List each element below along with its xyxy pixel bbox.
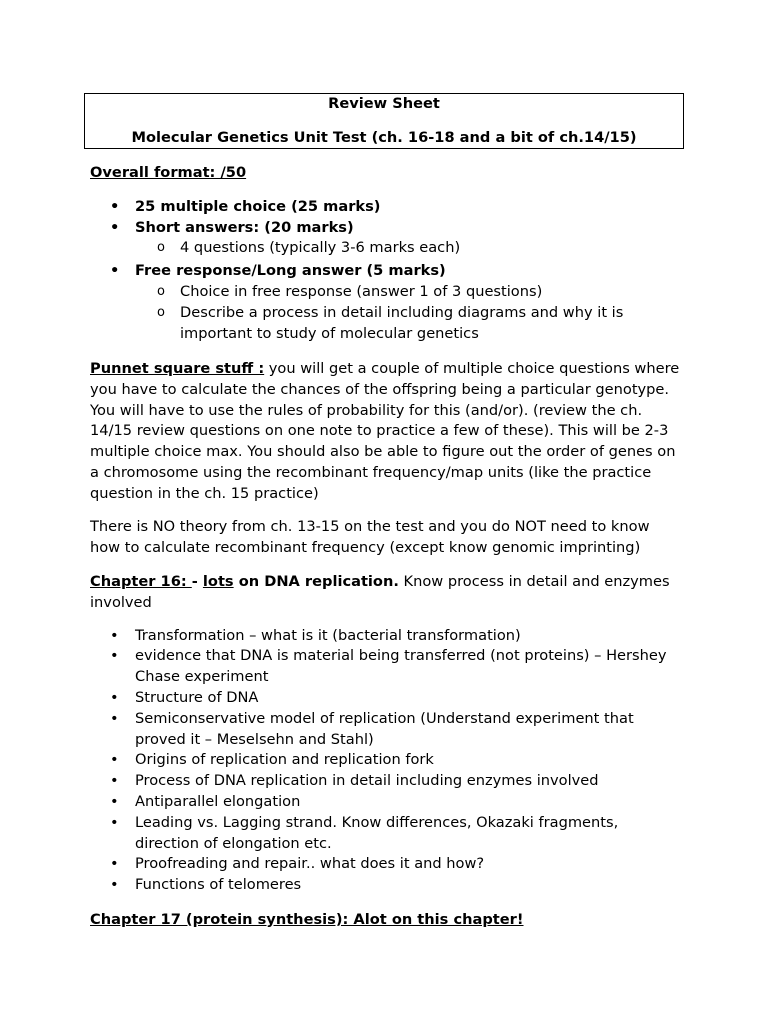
chapter16-lots: lots bbox=[202, 573, 234, 590]
page-subtitle: Molecular Genetics Unit Test (ch. 16-18 and a bit of ch.14/15) bbox=[131, 129, 637, 146]
punnet-section bbox=[90, 359, 684, 505]
list-item: • Proofreading and repair.. what does it and how? bbox=[90, 854, 684, 875]
list-item: • Transformation – what is it (bacterial transformation) bbox=[90, 626, 684, 647]
chapter16-intro: Chapter 16: - lots on DNA replication. Know process in detail and enzymes involved bbox=[90, 573, 670, 611]
format-subitem: o 4 questions (typically 3-6 marks each) bbox=[90, 238, 684, 259]
format-subitem: o Describe a process in detail including diagrams and why it is important to study of molecular genetics bbox=[90, 303, 684, 345]
list-item: • Antiparallel elongation bbox=[90, 792, 684, 813]
chapter17-heading: Chapter 17 (protein synthesis): Alot on this chapter! bbox=[90, 911, 524, 928]
chapter16-list bbox=[90, 626, 684, 896]
punnet-text: you will get a couple of multiple choice questions where you have to calculate the chances of the offspring being a particular genotype. You will have to use the rules of probability for this (and/or). (review the ch. 14/15 review questions on one note to practice a few of these). This will be 2-3 multiple choice max. You should also be able to figure out the order of genes on a chromosome using the recombinant frequency/map units (like the practice question in the ch. 15 practice) bbox=[90, 360, 680, 502]
list-item: • Semiconservative model of replication (Understand experiment that proved it – Meselsehn and Stahl) bbox=[90, 709, 684, 751]
list-item: • Functions of telomeres bbox=[90, 875, 684, 896]
list-item: • Structure of DNA bbox=[90, 688, 684, 709]
punnet-heading: Punnet square stuff : bbox=[90, 360, 265, 377]
format-heading: Overall format: /50 bbox=[90, 164, 247, 181]
format-section bbox=[90, 163, 684, 344]
format-list bbox=[90, 197, 684, 345]
format-item: • Short answers: (20 marks) bbox=[90, 218, 684, 239]
format-item: • 25 multiple choice (25 marks) bbox=[90, 197, 684, 218]
list-item: • Leading vs. Lagging strand. Know differences, Okazaki fragments, direction of elongation etc. bbox=[90, 813, 684, 855]
format-item: • Free response/Long answer (5 marks) bbox=[90, 261, 684, 282]
list-item: • evidence that DNA is material being transferred (not proteins) – Hershey Chase experiment bbox=[90, 646, 684, 688]
chapter16-heading: Chapter 16: bbox=[90, 573, 192, 590]
theory-note: There is NO theory from ch. 13-15 on the test and you do NOT need to know how to calculate recombinant frequency (except know genomic imprinting) bbox=[90, 518, 650, 556]
page-title: Review Sheet bbox=[328, 95, 440, 112]
list-item: • Origins of replication and replication fork bbox=[90, 750, 684, 771]
chapter16-section bbox=[90, 572, 684, 896]
format-subitem: o Choice in free response (answer 1 of 3 questions) bbox=[90, 282, 684, 303]
title-box bbox=[84, 93, 684, 149]
punnet-paragraph bbox=[90, 359, 684, 505]
list-item: • Process of DNA replication in detail including enzymes involved bbox=[90, 771, 684, 792]
